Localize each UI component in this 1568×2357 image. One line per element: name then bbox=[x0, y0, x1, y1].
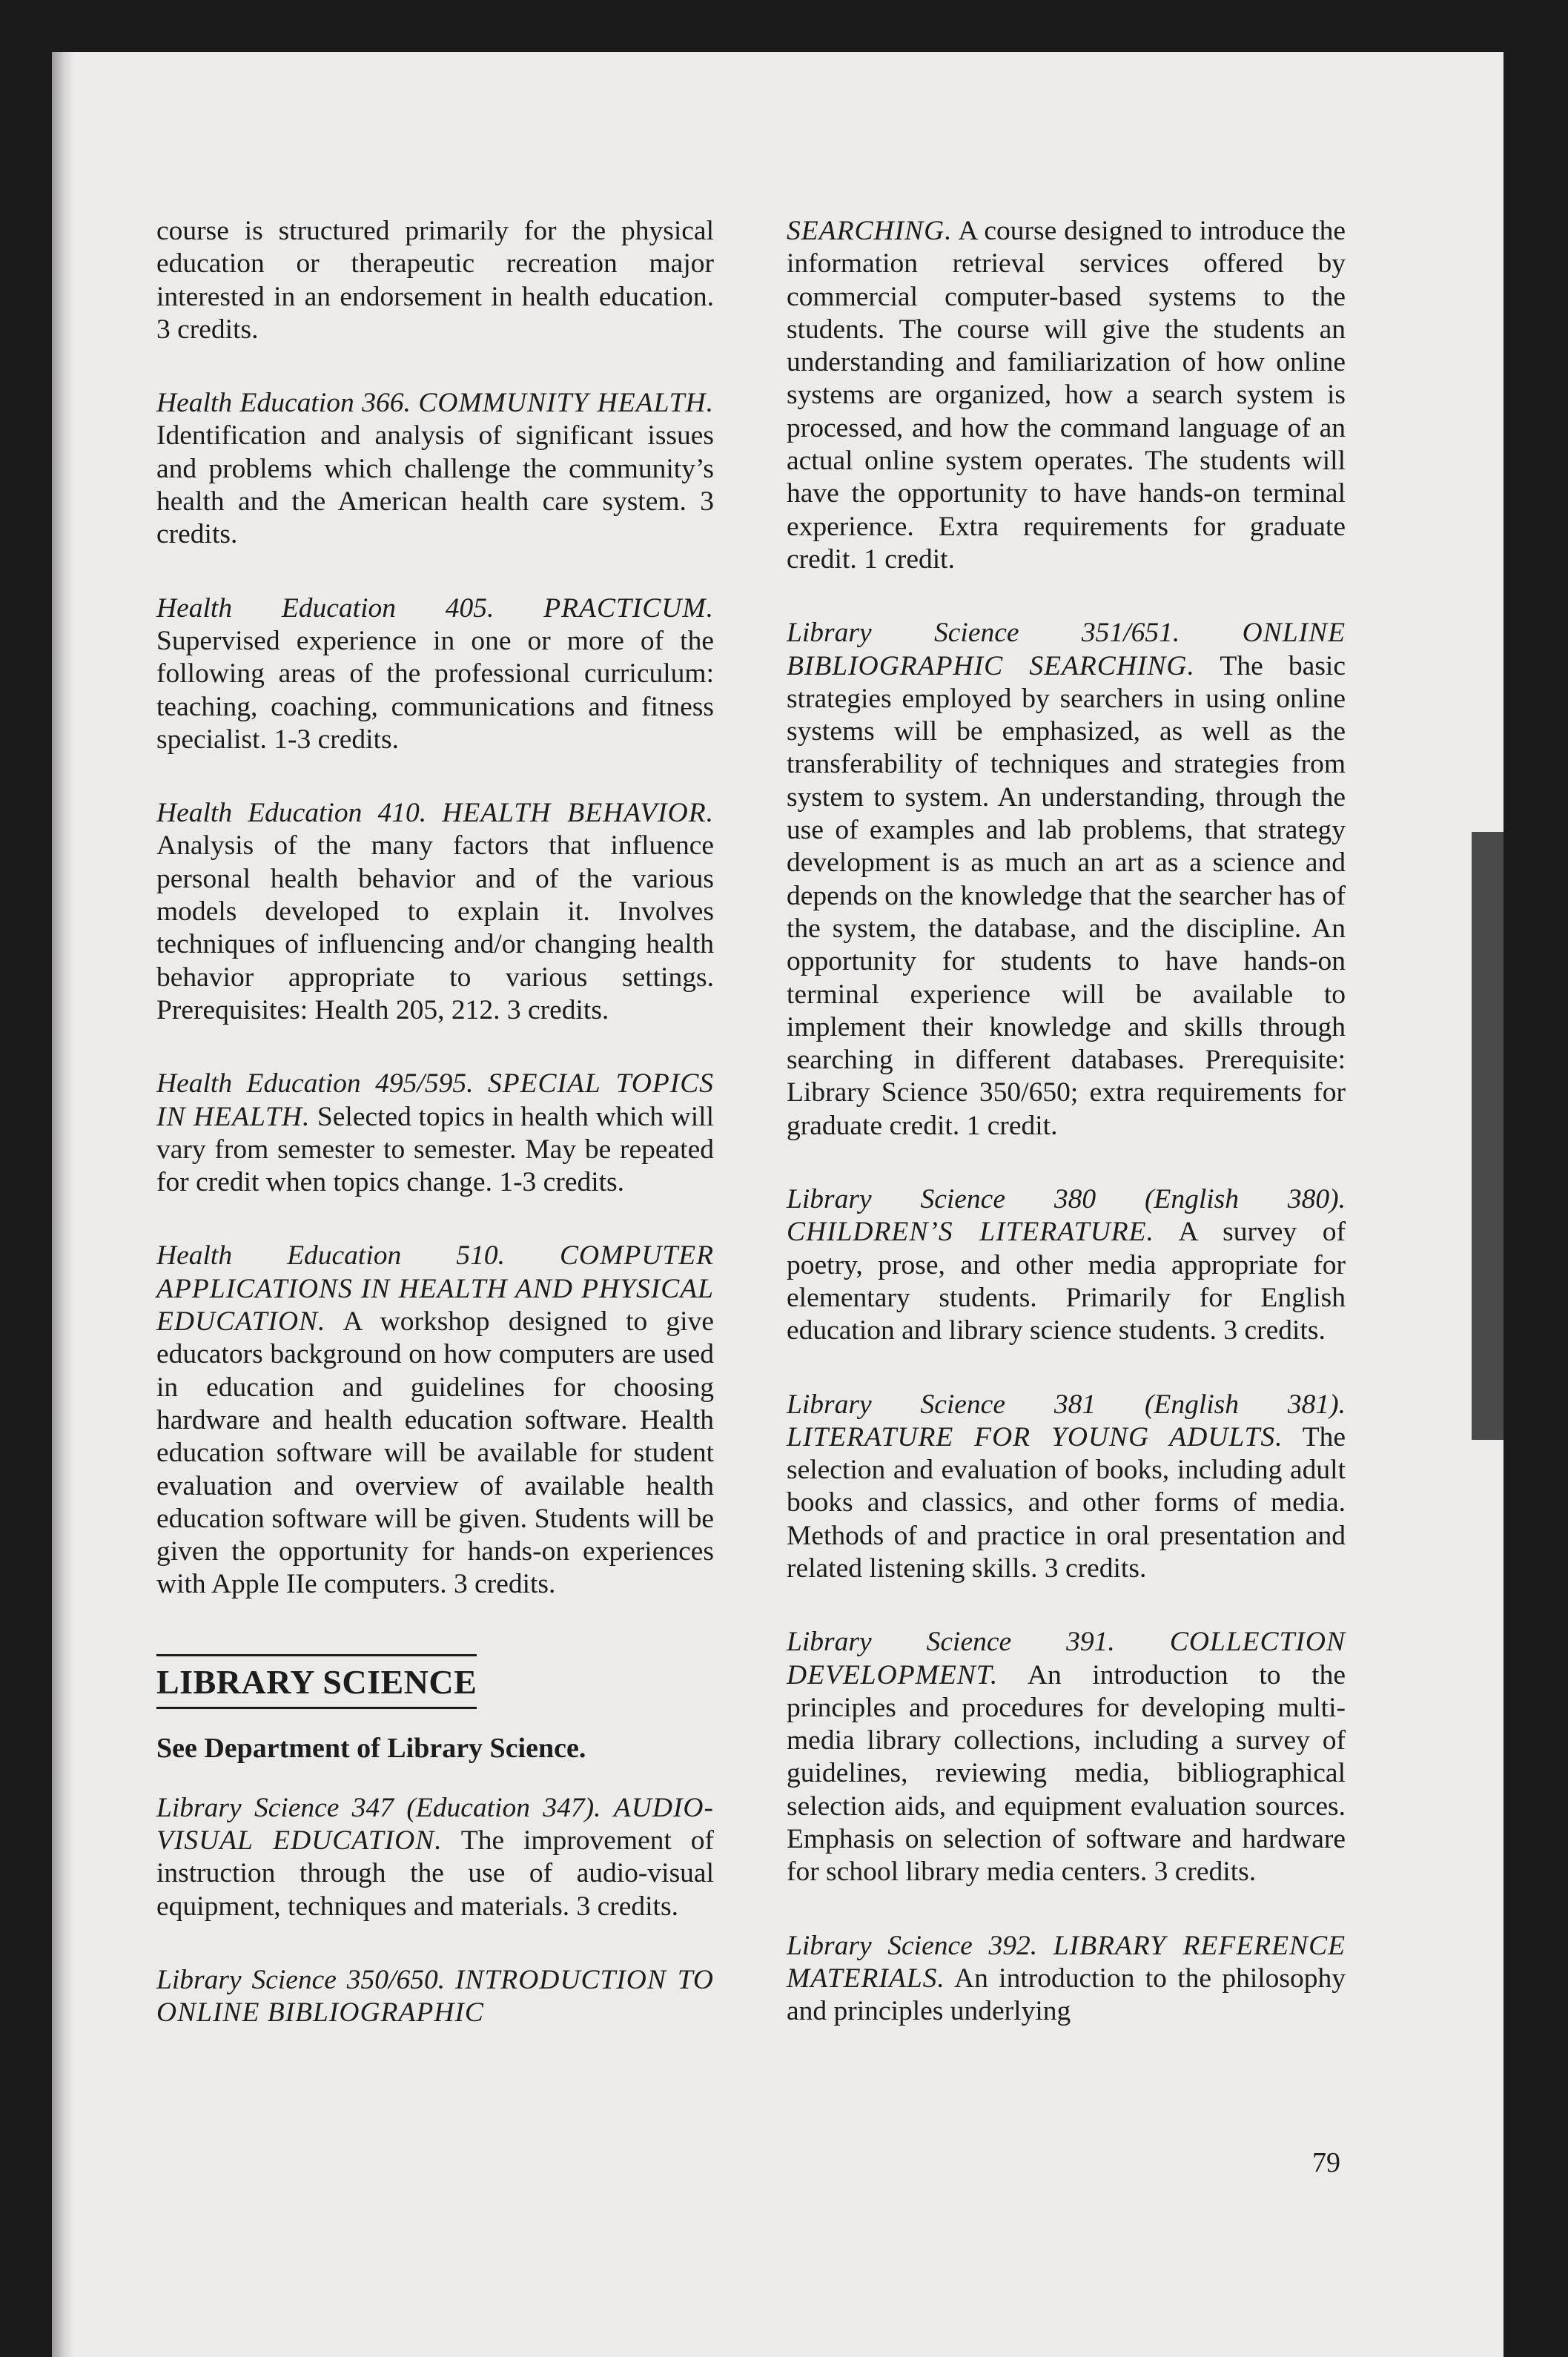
course-description: Analysis of the many factors that influence personal health behavior and of the various models developed to explain it. Involves techniques of influencing and/or changing health behavior appropriate to various settings. Prerequisites: Health 205, 212. 3 credits. bbox=[156, 830, 714, 1025]
course-entry bbox=[156, 1792, 714, 1923]
course-entry bbox=[787, 1389, 1346, 1586]
course-entry: course is structured primarily for the physical education or therapeutic recreation major interested in an endorsement in health education. 3 credits. bbox=[156, 216, 714, 345]
course-title: HEALTH BEHAVIOR. bbox=[442, 798, 714, 829]
course-title: SEARCHING. bbox=[787, 216, 953, 246]
see-department-note: See Department of Library Science. bbox=[156, 1732, 586, 1764]
left-column bbox=[156, 215, 714, 2070]
course-entry bbox=[156, 1964, 714, 2030]
course-code: Library Science 351/651. bbox=[787, 618, 1180, 649]
course-code: Health Education 510. bbox=[156, 1240, 505, 1272]
course-code: Library Science 347 (Education 347). bbox=[156, 1792, 601, 1823]
course-title: AUDIO-VISUAL EDUCATION. bbox=[156, 1792, 715, 1856]
course-entry bbox=[156, 1240, 714, 1601]
course-description: A course designed to introduce the information retrieval services offered by commercial computer-based systems to the students. The course will give the students an understanding and familiarization of how online systems are organized, how a search system is processed, and how the command language of an actual online system operates. The students will have the opportunity to have hands-on terminal experience. Extra requirements for graduate credit. 1 credit. bbox=[787, 216, 1346, 575]
course-code: Library Science 391. bbox=[787, 1627, 1115, 1658]
course-entry bbox=[156, 387, 714, 551]
course-entry bbox=[156, 797, 714, 1027]
course-description: Selected topics in health which will vary from semester to semester. May be repeated for credit when topics change. 1-3 credits. bbox=[156, 1101, 715, 1198]
course-title: SPECIAL TOPICS IN HEALTH. bbox=[156, 1068, 714, 1132]
course-code: Library Science 381 (English 381). bbox=[787, 1389, 1346, 1420]
course-title: ONLINE BIBLIOGRAPHIC SEARCHING. bbox=[787, 618, 1346, 681]
course-description: Identification and analysis of significant issues and problems which challenge the community’s health and the American health care system. 3 credits. bbox=[156, 420, 714, 550]
course-code: Library Science 380 (English 380). bbox=[787, 1184, 1346, 1215]
course-title: PRACTICUM. bbox=[543, 592, 715, 624]
course-title: COLLECTION DEVELOPMENT. bbox=[787, 1627, 1346, 1690]
course-entry bbox=[787, 617, 1346, 1143]
course-description: A survey of poetry, prose, and other media appropriate for elementary students. Primarily for English education and library science students. 3 credits. bbox=[787, 1217, 1346, 1346]
right-column bbox=[787, 215, 1346, 2069]
course-description: The basic strategies employed by searchers in using online systems will be emphasized, as well as the transferability of techniques and strategies from system to system. An understanding, through the use of examples and lab problems, that strategy development is as much an art as a science and depends on the knowledge that the searcher has of the system, the database, and the discipline. An opportunity for students to have hands-on terminal experience will be available to implement their knowledge and skills through searching in different databases. Prerequisite: Library Science 350/650; extra requirements for graduate credit. 1 credit. bbox=[787, 650, 1346, 1141]
course-code: Health Education 366. bbox=[156, 388, 411, 419]
course-code: Health Education 495/595. bbox=[156, 1068, 474, 1100]
page-number: 79 bbox=[1312, 2147, 1340, 2178]
course-entry bbox=[787, 1930, 1346, 2029]
section-heading: LIBRARY SCIENCE bbox=[156, 1654, 477, 1709]
course-title: LITERATURE FOR YOUNG ADULTS. bbox=[787, 1421, 1283, 1452]
course-entry bbox=[787, 1626, 1346, 1888]
course-title: CHILDREN’S LITERATURE. bbox=[787, 1217, 1154, 1248]
course-title: LIBRARY REFERENCE MATERIALS. bbox=[787, 1930, 1346, 1994]
thumb-index-tab bbox=[1472, 832, 1504, 1440]
course-code: Library Science 392. bbox=[787, 1930, 1038, 1961]
course-title: COMPUTER APPLICATIONS IN HEALTH AND PHYSICAL EDUCATION. bbox=[156, 1240, 715, 1338]
course-description: The selection and evaluation of books, including adult books and classics, and other forms of media. Methods of and practice in oral presentation and related listening skills. 3 credits. bbox=[787, 1421, 1346, 1584]
page-spine-shadow bbox=[52, 52, 74, 2357]
course-description: An introduction to the philosophy and principles underlying bbox=[787, 1963, 1346, 2027]
course-code: Library Science 350/650. bbox=[156, 1964, 446, 1995]
course-description: The improvement of instruction through the use of audio-visual equipment, techniques and materials. 3 credits. bbox=[156, 1825, 714, 1922]
course-code: Health Education 410. bbox=[156, 798, 427, 829]
course-title: INTRODUCTION TO ONLINE BIBLIOGRAPHIC bbox=[156, 1964, 714, 2029]
course-entry bbox=[156, 1068, 714, 1199]
course-description: A workshop designed to give educators background on how computers are used in education and guidelines for choosing hardware and health education software. Health education software will be available for student evaluation and overview of available health education software will be given. Students will be given the opportunity for hands-on experiences with Apple IIe computers. 3 credits. bbox=[156, 1306, 714, 1600]
course-code: Health Education 405. bbox=[156, 592, 494, 624]
course-entry bbox=[156, 592, 714, 756]
course-entry bbox=[787, 1183, 1346, 1347]
course-description: Supervised experience in one or more of the following areas of the professional curriculum: teaching, coaching, communications and fitness specialist. 1-3 credits. bbox=[156, 625, 714, 755]
course-description: An introduction to the principles and procedures for developing multi-media library collections, including a survey of guidelines, reviewing media, bibliographical selection aids, and equipment evaluation sources. Emphasis on selection of software and hardware for school library media centers. 3 credits. bbox=[787, 1659, 1346, 1888]
course-title: COMMUNITY HEALTH. bbox=[418, 388, 714, 419]
course-entry bbox=[787, 215, 1346, 576]
